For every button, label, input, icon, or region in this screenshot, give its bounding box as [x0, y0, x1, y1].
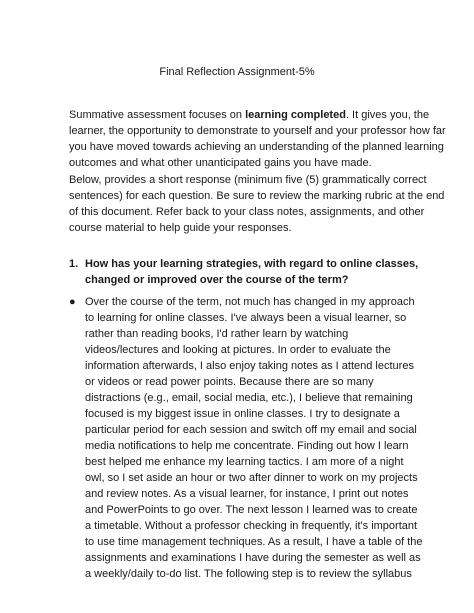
answer-line: focused is my biggest issue in online classes. I try to designate a	[85, 408, 400, 420]
intro-line: learner, the opportunity to demonstrate to yourself and your professor how far	[69, 125, 446, 137]
answer-line: or videos or read power points. Because there are so many	[85, 376, 374, 388]
answer-line: and PowerPoints to go over. The next lesson I learned was to create	[85, 504, 418, 516]
answer-line: assignments and examinations I have during the semester as well as	[85, 552, 421, 564]
intro-line: outcomes and what other unanticipated gains you have made.	[69, 157, 372, 169]
intro-text-end: . It gives you, the	[345, 109, 430, 121]
answer-line: information afterwards, I also enjoy taking notes as I attend lectures	[85, 360, 414, 372]
question-line: How has your learning strategies, with regard to online classes,	[85, 258, 419, 270]
document-title: Final Reflection Assignment-5%	[159, 66, 315, 78]
bullet-icon: ●	[69, 296, 76, 308]
intro-text-start: Summative assessment focuses on	[69, 109, 246, 121]
answer-line: distractions (e.g., email, social media, etc.), I believe that remaining	[85, 392, 413, 404]
instructions-line: sentences) for each question. Be sure to review the marking rubric at the end	[69, 190, 445, 202]
instructions-line: Below, provides a short response (minimum five (5) grammatically correct	[69, 174, 427, 186]
question-number: 1.	[69, 258, 79, 270]
instructions-line: of this document. Refer back to your class notes, assignments, and other	[69, 206, 425, 218]
instructions-line: course material to help guide your responses.	[69, 222, 292, 234]
answer-line: and review notes. As a visual learner, for instance, I print out notes	[85, 488, 409, 500]
answer-line: particular period for each session and switch off my email and social	[85, 424, 417, 436]
answer-line: to use time management techniques. As a result, I have a table of the	[85, 536, 423, 548]
answer-line: owl, so I set aside an hour or two after dinner to work on my projects	[85, 472, 418, 484]
question-line: changed or improved over the course of the term?	[85, 274, 349, 286]
intro-paragraph	[69, 107, 446, 171]
answer-line: videos/lectures and looking at pictures. In order to evaluate the	[85, 344, 391, 356]
answer-line: media notifications to help me concentrate. Finding out how I learn	[85, 440, 409, 452]
answer-line: to learning for online classes. I've always been a visual learner, so	[85, 312, 407, 324]
answer-1	[69, 294, 429, 582]
instructions-paragraph	[69, 172, 445, 236]
answer-line: best helped me enhance my learning tactics. I am more of a night	[85, 456, 404, 468]
answer-line: a timetable. Without a professor checking in frequently, it's important	[85, 520, 418, 532]
question-1	[69, 256, 419, 288]
answer-line: Over the course of the term, not much has changed in my approach	[85, 296, 415, 308]
intro-line	[69, 107, 430, 123]
intro-line: you have moved towards achieving an understanding of the planned learning	[69, 141, 444, 153]
intro-bold-phrase: learning completed	[245, 109, 346, 121]
answer-line: rather than reading books, I'd rather learn by watching	[85, 328, 349, 340]
answer-line: a weekly/daily to-do list. The following step is to review the syllabus	[85, 568, 412, 580]
